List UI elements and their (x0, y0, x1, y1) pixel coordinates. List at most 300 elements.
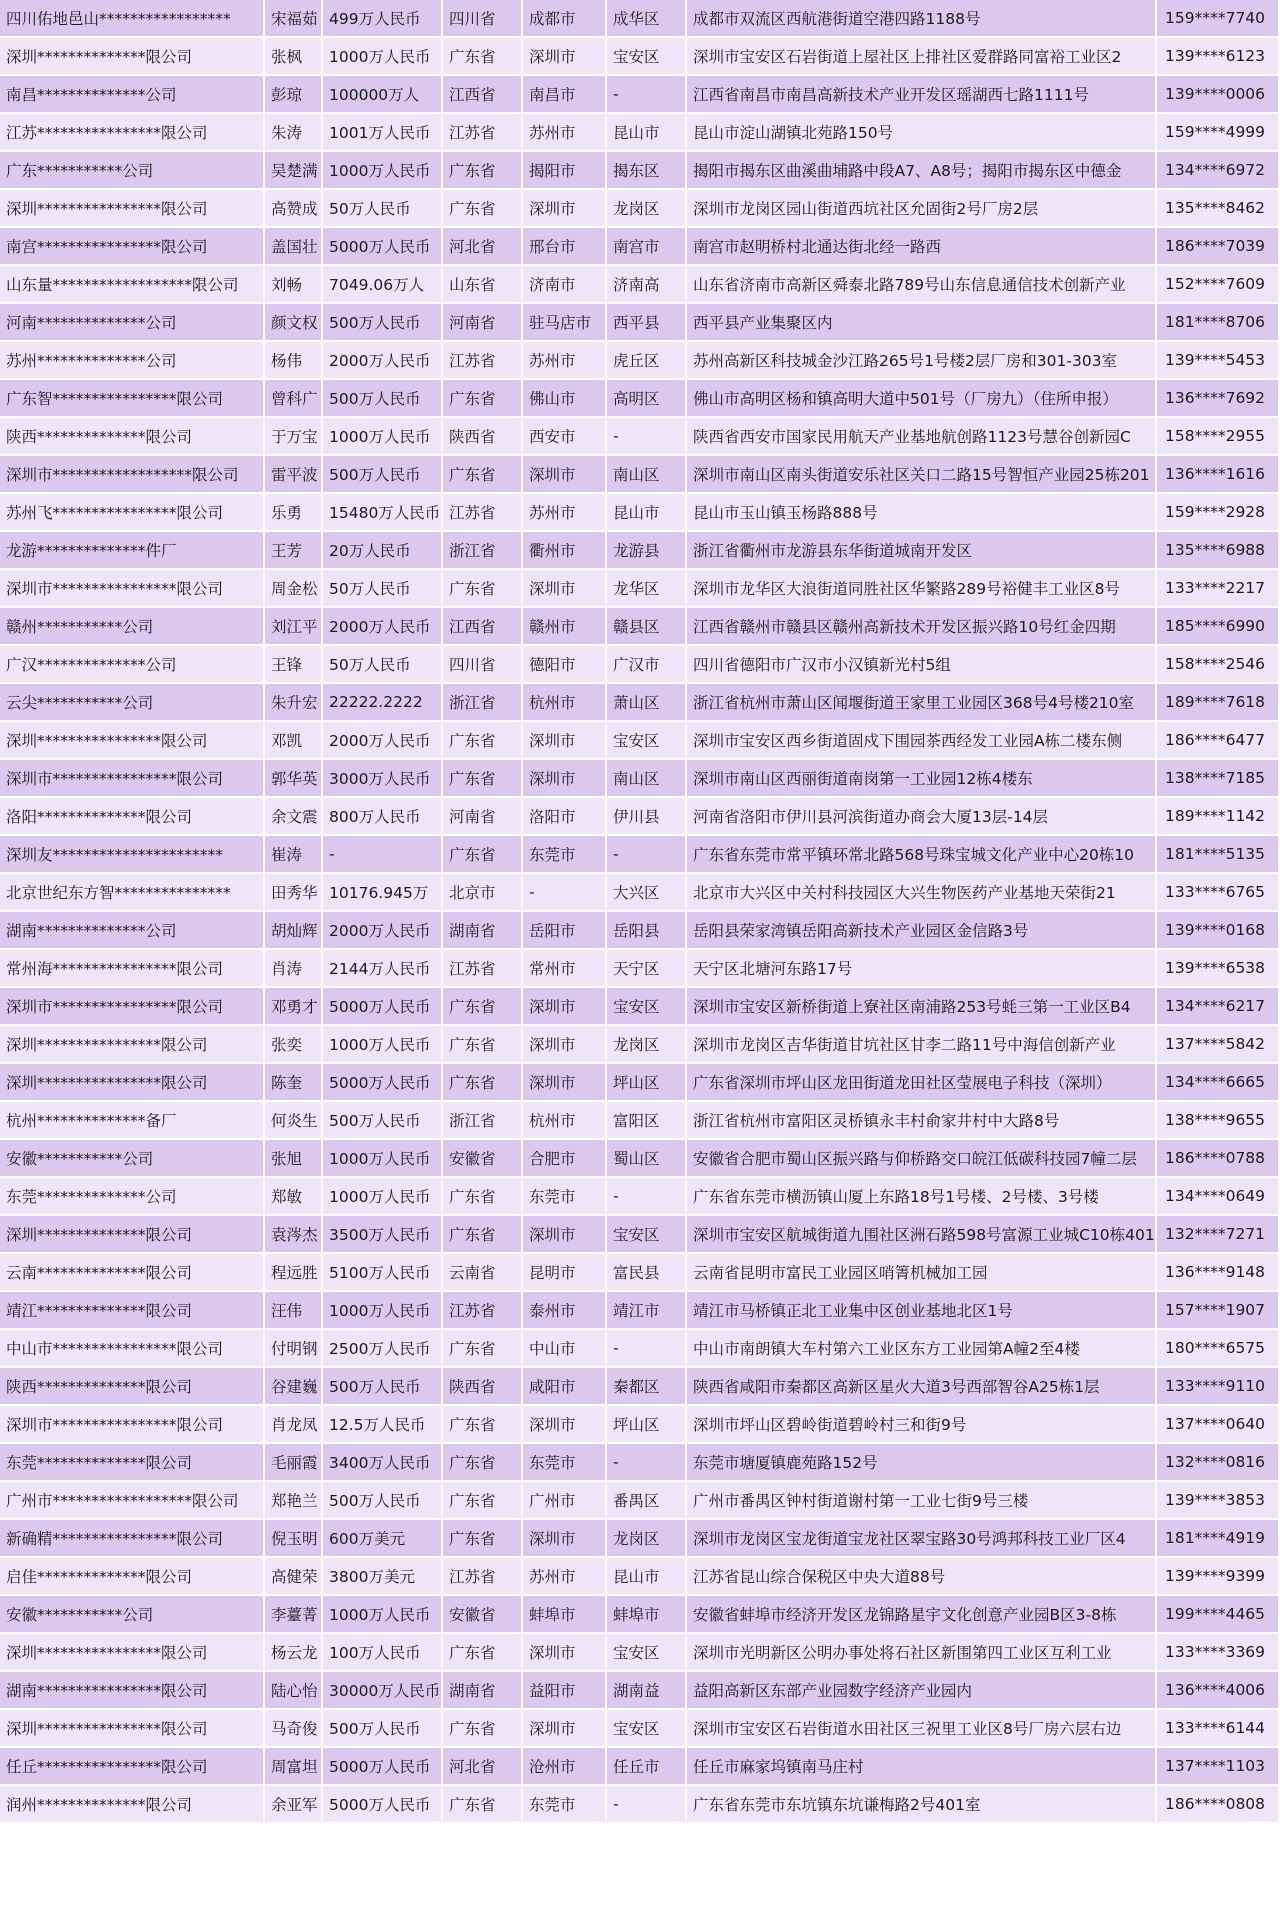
cell-province: 江苏省 (443, 342, 523, 380)
cell-phone: 133****6765 (1157, 874, 1280, 912)
cell-capital: 499万人民币 (323, 0, 443, 38)
cell-district: 富民县 (607, 1254, 687, 1292)
cell-company: 苏州飞****************限公司 (0, 494, 265, 532)
cell-company: 深圳市******************限公司 (0, 456, 265, 494)
table-row (0, 532, 1280, 570)
cell-capital: 7049.06万人 (323, 266, 443, 304)
table-row (0, 912, 1280, 950)
cell-person: 雷平波 (265, 456, 323, 494)
cell-address: 云南省昆明市富民工业园区哨箐机械加工园 (687, 1254, 1157, 1292)
cell-phone: 135****6988 (1157, 532, 1280, 570)
cell-address: 江苏省昆山综合保税区中央大道88号 (687, 1558, 1157, 1596)
cell-address: 深圳市光明新区公明办事处将石社区新围第四工业区互利工业 (687, 1634, 1157, 1672)
cell-district: 岳阳县 (607, 912, 687, 950)
cell-company: 深圳市****************限公司 (0, 570, 265, 608)
cell-phone: 159****2928 (1157, 494, 1280, 532)
cell-company: 深圳****************限公司 (0, 1710, 265, 1748)
table-row (0, 722, 1280, 760)
cell-company: 云南**************限公司 (0, 1254, 265, 1292)
cell-district: 湖南益 (607, 1672, 687, 1710)
cell-city: 深圳市 (523, 456, 607, 494)
cell-phone: 181****8706 (1157, 304, 1280, 342)
cell-address: 北京市大兴区中关村科技园区大兴生物医药产业基地天荣街21 (687, 874, 1157, 912)
table-row (0, 1254, 1280, 1292)
cell-district: 宝安区 (607, 1634, 687, 1672)
cell-province: 四川省 (443, 646, 523, 684)
cell-province: 湖南省 (443, 1672, 523, 1710)
cell-district: 龙岗区 (607, 1026, 687, 1064)
cell-person: 余文震 (265, 798, 323, 836)
cell-district: 济南高 (607, 266, 687, 304)
cell-city: 深圳市 (523, 988, 607, 1026)
cell-city: 泰州市 (523, 1292, 607, 1330)
cell-capital: 1000万人民币 (323, 1140, 443, 1178)
cell-phone: 159****7740 (1157, 0, 1280, 38)
cell-address: 江西省赣州市赣县区赣州高新技术开发区振兴路10号红金四期 (687, 608, 1157, 646)
cell-city: 常州市 (523, 950, 607, 988)
cell-capital: 5000万人民币 (323, 1748, 443, 1786)
cell-person: 张枫 (265, 38, 323, 76)
cell-province: 广东省 (443, 1482, 523, 1520)
cell-city: 洛阳市 (523, 798, 607, 836)
cell-person: 毛丽霞 (265, 1444, 323, 1482)
cell-province: 江苏省 (443, 114, 523, 152)
cell-address: 任丘市麻家坞镇南马庄村 (687, 1748, 1157, 1786)
cell-capital: 3000万人民币 (323, 760, 443, 798)
table-row (0, 570, 1280, 608)
table-row (0, 1596, 1280, 1634)
cell-city: 东莞市 (523, 1178, 607, 1216)
table-row (0, 760, 1280, 798)
table-row (0, 608, 1280, 646)
cell-capital: 30000万人民币 (323, 1672, 443, 1710)
table-row (0, 1558, 1280, 1596)
cell-province: 河南省 (443, 798, 523, 836)
cell-capital: 5000万人民币 (323, 988, 443, 1026)
cell-person: 乐勇 (265, 494, 323, 532)
cell-phone: 132****7271 (1157, 1216, 1280, 1254)
cell-company: 靖江**************限公司 (0, 1292, 265, 1330)
cell-phone: 159****4999 (1157, 114, 1280, 152)
cell-address: 浙江省杭州市萧山区闻堰街道王家里工业园区368号4号楼210室 (687, 684, 1157, 722)
cell-province: 江苏省 (443, 1558, 523, 1596)
cell-company: 深圳友********************** (0, 836, 265, 874)
cell-phone: 139****5453 (1157, 342, 1280, 380)
cell-province: 广东省 (443, 38, 523, 76)
table-row (0, 152, 1280, 190)
cell-company: 润州**************限公司 (0, 1786, 265, 1824)
cell-person: 高健荣 (265, 1558, 323, 1596)
cell-city: 合肥市 (523, 1140, 607, 1178)
table-row (0, 1520, 1280, 1558)
cell-district: 西平县 (607, 304, 687, 342)
cell-province: 河北省 (443, 228, 523, 266)
cell-person: 李薹菁 (265, 1596, 323, 1634)
cell-phone: 132****0816 (1157, 1444, 1280, 1482)
cell-province: 广东省 (443, 1406, 523, 1444)
cell-capital: 1000万人民币 (323, 1026, 443, 1064)
cell-address: 靖江市马桥镇正北工业集中区创业基地北区1号 (687, 1292, 1157, 1330)
cell-capital: 500万人民币 (323, 1482, 443, 1520)
cell-city: 邢台市 (523, 228, 607, 266)
table-row (0, 418, 1280, 456)
cell-capital: 1001万人民币 (323, 114, 443, 152)
cell-capital: 2000万人民币 (323, 608, 443, 646)
cell-district: 南山区 (607, 456, 687, 494)
cell-phone: 138****7185 (1157, 760, 1280, 798)
cell-province: 山东省 (443, 266, 523, 304)
cell-city: - (523, 874, 607, 912)
cell-capital: 22222.2222 (323, 684, 443, 722)
cell-capital: 600万美元 (323, 1520, 443, 1558)
cell-province: 广东省 (443, 988, 523, 1026)
cell-province: 河南省 (443, 304, 523, 342)
cell-province: 江苏省 (443, 1292, 523, 1330)
cell-company: 深圳市****************限公司 (0, 988, 265, 1026)
table-row (0, 1710, 1280, 1748)
cell-city: 昆明市 (523, 1254, 607, 1292)
cell-province: 广东省 (443, 152, 523, 190)
table-row (0, 228, 1280, 266)
cell-address: 深圳市南山区西丽街道南岗第一工业园12栋4楼东 (687, 760, 1157, 798)
cell-company: 广东***********公司 (0, 152, 265, 190)
cell-company: 广汉**************公司 (0, 646, 265, 684)
cell-province: 四川省 (443, 0, 523, 38)
cell-province: 江西省 (443, 608, 523, 646)
cell-company: 湖南**************公司 (0, 912, 265, 950)
cell-province: 陕西省 (443, 418, 523, 456)
cell-address: 昆山市玉山镇玉杨路888号 (687, 494, 1157, 532)
cell-phone: 189****1142 (1157, 798, 1280, 836)
cell-address: 深圳市南山区南头街道安乐社区关口二路15号智恒产业园25栋201 (687, 456, 1157, 494)
cell-address: 苏州高新区科技城金沙江路265号1号楼2层厂房和301-303室 (687, 342, 1157, 380)
table-row (0, 798, 1280, 836)
cell-city: 蚌埠市 (523, 1596, 607, 1634)
cell-province: 广东省 (443, 456, 523, 494)
cell-company: 洛阳**************限公司 (0, 798, 265, 836)
cell-person: 杨云龙 (265, 1634, 323, 1672)
cell-address: 深圳市坪山区碧岭街道碧岭村三和街9号 (687, 1406, 1157, 1444)
cell-person: 高赞成 (265, 190, 323, 228)
table-row (0, 380, 1280, 418)
cell-address: 广东省东莞市横沥镇山厦上东路18号1号楼、2号楼、3号楼 (687, 1178, 1157, 1216)
cell-phone: 134****6665 (1157, 1064, 1280, 1102)
cell-phone: 133****9110 (1157, 1368, 1280, 1406)
cell-company: 苏州**************公司 (0, 342, 265, 380)
cell-district: 蜀山区 (607, 1140, 687, 1178)
cell-capital: 500万人民币 (323, 456, 443, 494)
cell-company: 深圳****************限公司 (0, 1634, 265, 1672)
cell-company: 深圳市****************限公司 (0, 1406, 265, 1444)
cell-province: 陕西省 (443, 1368, 523, 1406)
cell-person: 吴楚满 (265, 152, 323, 190)
cell-capital: 3800万美元 (323, 1558, 443, 1596)
cell-company: 广州市******************限公司 (0, 1482, 265, 1520)
table-row (0, 456, 1280, 494)
cell-capital: 100000万人 (323, 76, 443, 114)
cell-province: 安徽省 (443, 1596, 523, 1634)
cell-district: 虎丘区 (607, 342, 687, 380)
cell-address: 四川省德阳市广汉市小汉镇新光村5组 (687, 646, 1157, 684)
cell-address: 佛山市高明区杨和镇高明大道中501号（厂房九）（住所申报） (687, 380, 1157, 418)
cell-city: 东莞市 (523, 1444, 607, 1482)
cell-district: 伊川县 (607, 798, 687, 836)
cell-capital: 50万人民币 (323, 646, 443, 684)
cell-person: 付明钢 (265, 1330, 323, 1368)
cell-province: 广东省 (443, 1330, 523, 1368)
cell-phone: 180****6575 (1157, 1330, 1280, 1368)
cell-capital: 500万人民币 (323, 1710, 443, 1748)
cell-address: 成都市双流区西航港街道空港四路1188号 (687, 0, 1157, 38)
cell-city: 苏州市 (523, 494, 607, 532)
cell-district: 成华区 (607, 0, 687, 38)
cell-capital: 50万人民币 (323, 570, 443, 608)
cell-phone: 136****1616 (1157, 456, 1280, 494)
cell-phone: 139****3853 (1157, 1482, 1280, 1520)
cell-phone: 152****7609 (1157, 266, 1280, 304)
cell-capital: 2500万人民币 (323, 1330, 443, 1368)
cell-address: 南宫市赵明桥村北通达街北经一路西 (687, 228, 1157, 266)
cell-district: 萧山区 (607, 684, 687, 722)
cell-company: 南宫****************限公司 (0, 228, 265, 266)
cell-person: 曾科广 (265, 380, 323, 418)
cell-person: 张奕 (265, 1026, 323, 1064)
cell-address: 广东省东莞市东坑镇东坑谦梅路2号401室 (687, 1786, 1157, 1824)
cell-city: 赣州市 (523, 608, 607, 646)
cell-capital: 10176.945万 (323, 874, 443, 912)
cell-province: 河北省 (443, 1748, 523, 1786)
cell-capital: 3500万人民币 (323, 1216, 443, 1254)
cell-person: 颜文权 (265, 304, 323, 342)
cell-address: 广州市番禺区钟村街道谢村第一工业七街9号三楼 (687, 1482, 1157, 1520)
cell-company: 北京世纪东方智*************** (0, 874, 265, 912)
cell-company: 深圳****************限公司 (0, 1026, 265, 1064)
cell-district: 广汉市 (607, 646, 687, 684)
cell-district: 坪山区 (607, 1406, 687, 1444)
cell-district: 宝安区 (607, 722, 687, 760)
cell-person: 王锋 (265, 646, 323, 684)
cell-district: 高明区 (607, 380, 687, 418)
cell-province: 广东省 (443, 1444, 523, 1482)
cell-phone: 134****6972 (1157, 152, 1280, 190)
cell-address: 岳阳县荣家湾镇岳阳高新技术产业园区金信路3号 (687, 912, 1157, 950)
table-row (0, 38, 1280, 76)
cell-phone: 137****5842 (1157, 1026, 1280, 1064)
cell-district: 宝安区 (607, 1710, 687, 1748)
cell-company: 湖南****************限公司 (0, 1672, 265, 1710)
cell-address: 天宁区北塘河东路17号 (687, 950, 1157, 988)
cell-province: 广东省 (443, 1520, 523, 1558)
cell-company: 云尖***********公司 (0, 684, 265, 722)
cell-capital: 1000万人民币 (323, 152, 443, 190)
cell-phone: 139****0168 (1157, 912, 1280, 950)
cell-address: 益阳高新区东部产业园数字经济产业园内 (687, 1672, 1157, 1710)
cell-district: - (607, 1444, 687, 1482)
cell-phone: 135****8462 (1157, 190, 1280, 228)
cell-province: 广东省 (443, 1026, 523, 1064)
cell-city: 衢州市 (523, 532, 607, 570)
cell-phone: 199****4465 (1157, 1596, 1280, 1634)
cell-phone: 139****0006 (1157, 76, 1280, 114)
cell-phone: 157****1907 (1157, 1292, 1280, 1330)
cell-address: 揭阳市揭东区曲溪曲埔路中段A7、A8号；揭阳市揭东区中德金 (687, 152, 1157, 190)
cell-city: 岳阳市 (523, 912, 607, 950)
cell-address: 安徽省合肥市蜀山区振兴路与仰桥路交口皖江低碳科技园7幢二层 (687, 1140, 1157, 1178)
cell-address: 深圳市龙岗区宝龙街道宝龙社区翠宝路30号鸿邦科技工业厂区4 (687, 1520, 1157, 1558)
cell-phone: 186****6477 (1157, 722, 1280, 760)
cell-district: - (607, 1178, 687, 1216)
cell-city: 东莞市 (523, 1786, 607, 1824)
cell-phone: 137****1103 (1157, 1748, 1280, 1786)
cell-district: - (607, 1330, 687, 1368)
cell-person: 周富坦 (265, 1748, 323, 1786)
cell-company: 深圳**************限公司 (0, 1216, 265, 1254)
cell-capital: 500万人民币 (323, 1102, 443, 1140)
cell-address: 广东省东莞市常平镇环常北路568号珠宝城文化产业中心20栋10 (687, 836, 1157, 874)
cell-company: 赣州***********公司 (0, 608, 265, 646)
cell-phone: 133****2217 (1157, 570, 1280, 608)
cell-phone: 185****6990 (1157, 608, 1280, 646)
cell-address: 深圳市龙华区大浪街道同胜社区华繁路289号裕健丰工业区8号 (687, 570, 1157, 608)
table-row (0, 1140, 1280, 1178)
cell-city: 沧州市 (523, 1748, 607, 1786)
cell-person: 谷建巍 (265, 1368, 323, 1406)
cell-district: 南山区 (607, 760, 687, 798)
table-row (0, 1216, 1280, 1254)
cell-company: 启佳**************限公司 (0, 1558, 265, 1596)
cell-address: 广东省深圳市坪山区龙田街道龙田社区莹展电子科技（深圳） (687, 1064, 1157, 1102)
cell-phone: 186****7039 (1157, 228, 1280, 266)
cell-person: 陈奎 (265, 1064, 323, 1102)
table-row (0, 1672, 1280, 1710)
cell-phone: 158****2546 (1157, 646, 1280, 684)
cell-phone: 181****4919 (1157, 1520, 1280, 1558)
cell-district: - (607, 836, 687, 874)
cell-district: 昆山市 (607, 494, 687, 532)
cell-district: 宝安区 (607, 1216, 687, 1254)
cell-company: 中山市****************限公司 (0, 1330, 265, 1368)
cell-province: 广东省 (443, 380, 523, 418)
cell-phone: 139****6538 (1157, 950, 1280, 988)
cell-person: 陆心怡 (265, 1672, 323, 1710)
cell-province: 云南省 (443, 1254, 523, 1292)
cell-address: 东莞市塘厦镇鹿苑路152号 (687, 1444, 1157, 1482)
table-row (0, 304, 1280, 342)
cell-city: 成都市 (523, 0, 607, 38)
cell-capital: 2144万人民币 (323, 950, 443, 988)
cell-phone: 139****9399 (1157, 1558, 1280, 1596)
cell-person: 邓凯 (265, 722, 323, 760)
cell-district: 龙华区 (607, 570, 687, 608)
cell-city: 深圳市 (523, 1710, 607, 1748)
cell-person: 邓勇才 (265, 988, 323, 1026)
cell-person: 刘江平 (265, 608, 323, 646)
cell-company: 深圳****************限公司 (0, 190, 265, 228)
cell-capital: 5000万人民币 (323, 1786, 443, 1824)
cell-capital: 1000万人民币 (323, 1178, 443, 1216)
table-row (0, 342, 1280, 380)
table-row (0, 0, 1280, 38)
cell-phone: 133****6144 (1157, 1710, 1280, 1748)
cell-person: 倪玉明 (265, 1520, 323, 1558)
cell-person: 马奇俊 (265, 1710, 323, 1748)
table-row (0, 1634, 1280, 1672)
cell-person: 汪伟 (265, 1292, 323, 1330)
cell-city: 佛山市 (523, 380, 607, 418)
cell-phone: 136****4006 (1157, 1672, 1280, 1710)
cell-district: 南宫市 (607, 228, 687, 266)
cell-capital: 1000万人民币 (323, 1596, 443, 1634)
cell-city: 深圳市 (523, 190, 607, 228)
cell-district: 靖江市 (607, 1292, 687, 1330)
cell-city: 深圳市 (523, 1520, 607, 1558)
cell-address: 浙江省杭州市富阳区灵桥镇永丰村俞家井村中大路8号 (687, 1102, 1157, 1140)
cell-person: 张旭 (265, 1140, 323, 1178)
cell-district: 秦都区 (607, 1368, 687, 1406)
cell-capital: 2000万人民币 (323, 722, 443, 760)
cell-company: 陕西**************限公司 (0, 418, 265, 456)
cell-company: 东莞**************限公司 (0, 1444, 265, 1482)
cell-capital: 500万人民币 (323, 304, 443, 342)
cell-phone: 137****0640 (1157, 1406, 1280, 1444)
table-row (0, 266, 1280, 304)
cell-person: 余亚军 (265, 1786, 323, 1824)
cell-district: - (607, 76, 687, 114)
table-row (0, 114, 1280, 152)
cell-capital: 50万人民币 (323, 190, 443, 228)
cell-capital: 2000万人民币 (323, 912, 443, 950)
table-row (0, 1178, 1280, 1216)
cell-district: 富阳区 (607, 1102, 687, 1140)
cell-district: 龙游县 (607, 532, 687, 570)
cell-company: 山东量******************限公司 (0, 266, 265, 304)
table-row (0, 646, 1280, 684)
cell-phone: 186****0788 (1157, 1140, 1280, 1178)
cell-person: 于万宝 (265, 418, 323, 456)
cell-capital: 5100万人民币 (323, 1254, 443, 1292)
table-row (0, 1026, 1280, 1064)
cell-address: 江西省南昌市南昌高新技术产业开发区瑶湖西七路1111号 (687, 76, 1157, 114)
table-row (0, 836, 1280, 874)
table-row (0, 874, 1280, 912)
cell-district: 宝安区 (607, 38, 687, 76)
cell-province: 北京市 (443, 874, 523, 912)
cell-address: 安徽省蚌埠市经济开发区龙锦路星宇文化创意产业园B区3-8栋 (687, 1596, 1157, 1634)
cell-company: 河南**************公司 (0, 304, 265, 342)
cell-address: 深圳市宝安区航城街道九围社区洲石路598号富源工业城C10栋401 (687, 1216, 1157, 1254)
cell-address: 深圳市宝安区石岩街道水田社区三祝里工业区8号厂房六层右边 (687, 1710, 1157, 1748)
cell-company: 东莞**************公司 (0, 1178, 265, 1216)
cell-capital: 500万人民币 (323, 1368, 443, 1406)
cell-company: 深圳****************限公司 (0, 722, 265, 760)
cell-phone: 136****9148 (1157, 1254, 1280, 1292)
cell-phone: 134****0649 (1157, 1178, 1280, 1216)
cell-capital: 500万人民币 (323, 380, 443, 418)
cell-capital: 5000万人民币 (323, 228, 443, 266)
cell-province: 广东省 (443, 1634, 523, 1672)
cell-person: 肖龙凤 (265, 1406, 323, 1444)
cell-province: 江西省 (443, 76, 523, 114)
cell-company: 深圳**************限公司 (0, 38, 265, 76)
table-row (0, 1102, 1280, 1140)
cell-capital: 20万人民币 (323, 532, 443, 570)
cell-company: 常州海****************限公司 (0, 950, 265, 988)
cell-address: 深圳市龙岗区吉华街道甘坑社区甘李二路11号中海信创新产业 (687, 1026, 1157, 1064)
table-row (0, 1444, 1280, 1482)
cell-city: 深圳市 (523, 1026, 607, 1064)
cell-company: 广东智****************限公司 (0, 380, 265, 418)
cell-city: 深圳市 (523, 760, 607, 798)
